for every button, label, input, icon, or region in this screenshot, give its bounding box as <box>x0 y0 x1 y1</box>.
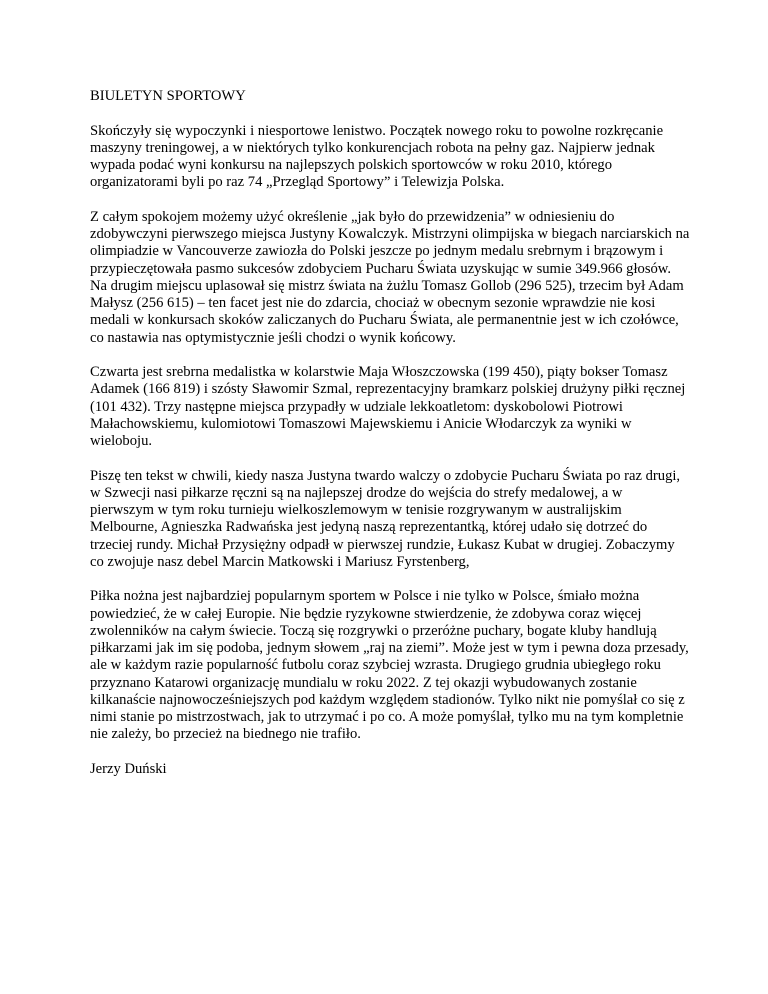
document-title: BIULETYN SPORTOWY <box>90 88 246 104</box>
paragraph-4: Piszę ten tekst w chwili, kiedy nasza Justyna twardo walczy o zdobycie Pucharu Świata po raz drugi, w Szwecji nasi piłkarze ręczni są na najlepszej drodze do wejścia do strefy medalowej, a w pierwszym w tym roku turnieju wielkoszlemowym w tenisie rozgrywanym w australijskim Melbourne, Agnieszka Radwańska jest jedyną naszą reprezentantką, której udało się dotrzeć do trzeciej rundy. Michał Przysiężny odpadł w pierwszej rundzie, Łukasz Kubat w drugiej. Zobaczymy co zwojuje nasz debel Marcin Matkowski i Mariusz Fyrstenberg, <box>90 467 681 570</box>
paragraph-2: Z całym spokojem możemy użyć określenie „jak było do przewidzenia” w odniesieniu do zdobywczyni pierwszego miejsca Justyny Kowalczyk. Mistrzyni olimpijska w biegach narciarskich na olimpiadzie w Vancouverze zawiozła do Polski jeszcze po jednym medalu srebrnym i brązowym i przypieczętowała pasmo sukcesów zdobyciem Pucharu Świata uzyskując w sumie 349.966 głosów. Na drugim miejscu uplasował się mistrz świata na żużlu Tomasz Gollob (296 525), trzecim był Adam Małysz (256 615) – ten facet jest nie do zdarcia, chociaż w obecnym sezonie wprawdzie nie kosi medali w konkursach skoków zaliczanych do Pucharu Świata, ale permanentnie jest w ich czołówce, co nastawia nas optymistycznie jeśli chodzi o wynik końcowy. <box>90 208 690 346</box>
paragraph-5: Piłka nożna jest najbardziej popularnym sportem w Polsce i nie tylko w Polsce, śmiało można powiedzieć, że w całej Europie. Nie będzie ryzykowne stwierdzenie, że zdobywa coraz więcej zwolenników na całym świecie. Toczą się rozgrywki o przeróżne puchary, bogate kluby handlują piłkarzami jak im się podoba, jednym słowem „raj na ziemi”. Może jest w tym i pewna doza przesady, ale w każdym razie popularność futbolu coraz szybciej wzrasta. Drugiego grudnia ubiegłego roku przyznano Katarowi organizację mundialu w roku 2022. Z tej okazji wybudowanych zostanie kilkanaście najnowocześniejszych pod każdym względem stadionów. Tylko nikt nie pomyślał co się z nimi stanie po mistrzostwach, jak to utrzymać i po co. A może pomyślał, tylko mu na tym kompletnie nie zależy, bo przecież na biednego nie trafiło. <box>90 588 689 743</box>
document-body <box>90 88 690 795</box>
paragraph-1: Skończyły się wypoczynki i niesportowe lenistwo. Początek nowego roku to powolne rozkręcanie maszyny treningowej, a w niektórych tylko konkurencjach robota na pełny gaz. Najpierw jednak wypada podać wyni konkursu na najlepszych polskich sportowców w roku 2010, którego organizatorami byli po raz 74 „Przegląd Sportowy” i Telewizja Polska. <box>90 122 664 191</box>
paragraph-3: Czwarta jest srebrna medalistka w kolarstwie Maja Włoszczowska (199 450), piąty bokser Tomasz Adamek (166 819) i szósty Sławomir Szmal, reprezentacyjny bramkarz polskiej drużyny piłki ręcznej (101 432). Trzy następne miejsca przypadły w udziale lekkoatletom: dyskobolowi Piotrowi Małachowskiemu, kulomiotowi Tomaszowi Majewskiemu i Anicie Włodarczyk za wyniki w wieloboju. <box>90 364 686 449</box>
author-signature: Jerzy Duński <box>90 760 167 777</box>
